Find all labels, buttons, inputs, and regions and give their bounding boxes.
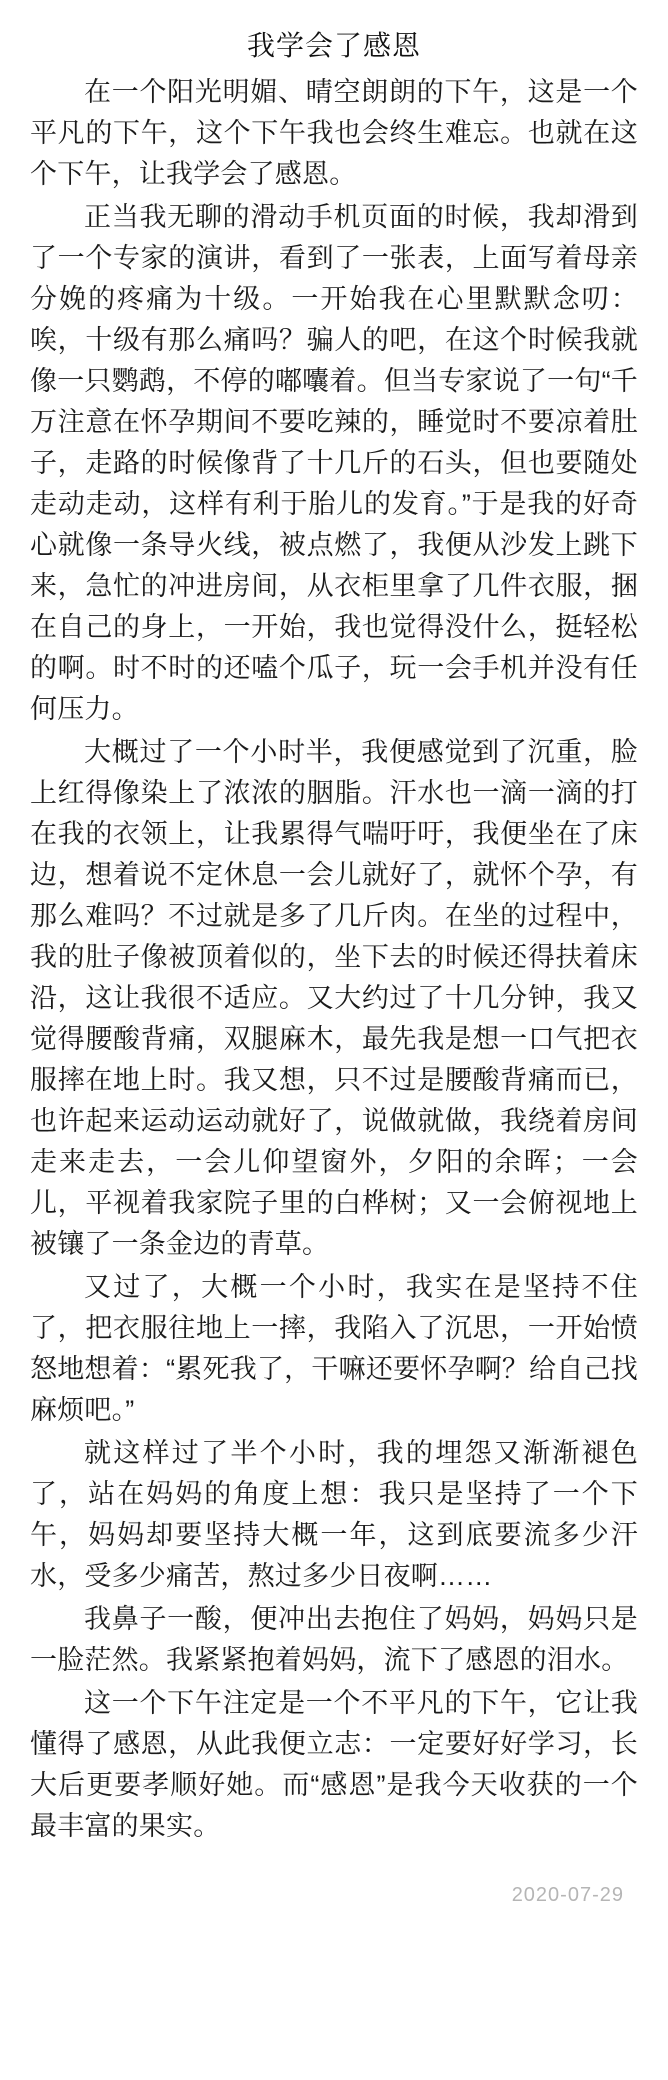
paragraph: 我鼻子一酸，便冲出去抱住了妈妈，妈妈只是一脸茫然。我紧紧抱着妈妈，流下了感恩的泪水。 <box>30 1604 638 1675</box>
paragraph: 正当我无聊的滑动手机页面的时候，我却滑到了一个专家的演讲，看到了一张表，上面写着母亲分娩的疼痛为十级。一开始我在心里默默念叨：唉，十级有那么痛吗？骗人的吧，在这个时候我就像一只鹦鹉，不停的嘟囔着。但当专家说了一句“千万注意在怀孕期间不要吃辣的，睡觉时不要凉着肚子，走路的时候像背了十几斤的石头，但也要随处走动走动，这样有利于胎儿的发育。”于是我的好奇心就像一条导火线，被点燃了，我便从沙发上跳下来，急忙的冲进房间，从衣柜里拿了几件衣服，捆在自己的身上，一开始，我也觉得没什么，挺轻松的啊。时不时的还嗑个瓜子，玩一会手机并没有任何压力。 <box>30 202 638 724</box>
document-date: 2020-07-29 <box>511 1884 624 1906</box>
paragraph: 又过了，大概一个小时，我实在是坚持不住了，把衣服往地上一摔，我陷入了沉思，一开始愤怒地想着：“累死我了，干嘛还要怀孕啊？给自己找麻烦吧。” <box>30 1272 638 1425</box>
paragraph: 就这样过了半个小时，我的埋怨又渐渐褪色了，站在妈妈的角度上想：我只是坚持了一个下午，妈妈却要坚持大概一年，这到底要流多少汗水，受多少痛苦，熬过多少日夜啊…… <box>30 1438 638 1591</box>
document-body <box>30 72 638 1847</box>
paragraph: 大概过了一个小时半，我便感觉到了沉重，脸上红得像染上了浓浓的胭脂。汗水也一滴一滴的打在我的衣领上，让我累得气喘吁吁，我便坐在了床边，想着说不定休息一会儿就好了，就怀个孕，有那么难吗？不过就是多了几斤肉。在坐的过程中，我的肚子像被顶着似的，坐下去的时候还得扶着床沿，这让我很不适应。又大约过了十几分钟，我又觉得腰酸背痛，双腿麻木，最先我是想一口气把衣服摔在地上时。我又想，只不过是腰酸背痛而已，也许起来运动运动就好了，说做就做，我绕着房间走来走去，一会儿仰望窗外，夕阳的余晖；一会儿，平视着我家院子里的白桦树；又一会俯视地上被镶了一条金边的青草。 <box>30 737 638 1259</box>
paragraph: 在一个阳光明媚、晴空朗朗的下午，这是一个平凡的下午，这个下午我也会终生难忘。也就在这个下午，让我学会了感恩。 <box>30 77 638 189</box>
page-title: 我学会了感恩 <box>246 30 421 61</box>
paragraph: 这一个下午注定是一个不平凡的下午，它让我懂得了感恩，从此我便立志：一定要好好学习，长大后更要孝顺好她。而“感恩”是我今天收获的一个最丰富的果实。 <box>30 1688 638 1841</box>
